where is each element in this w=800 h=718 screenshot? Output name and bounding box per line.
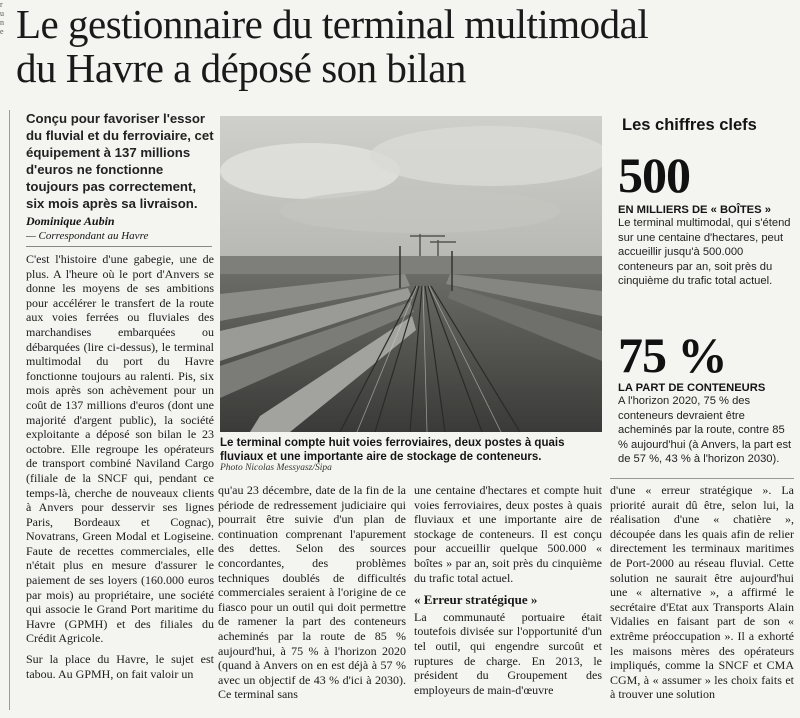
headline-line-2: du Havre a déposé son bilan xyxy=(16,45,466,91)
paragraph: La communauté portuaire était toutefois divisée sur l'opportunité d'un tel outil, qui engendre surcoût et ruptures de charge. En 2013, le président du Groupement des employeurs de main-d'œuvre xyxy=(414,609,602,697)
photo-credit: Photo Nicolas Messyasz/Sipa xyxy=(220,463,332,473)
key-figure-text: A l'horizon 2020, 75 % des conteneurs devraient être acheminés par la route, contre 85 % aujourd'hui (à Anvers, la part est de 57 %, 43 % à l'horizon 2030). xyxy=(618,395,792,465)
photo-caption: Le terminal compte huit voies ferroviaires, deux postes à quais fluviaux et une importante aire de stockage de conteneurs. xyxy=(220,437,565,463)
key-figure-1 xyxy=(618,147,794,289)
key-figure-label: EN MILLIERS DE « BOÎTES » xyxy=(618,204,771,216)
column-rule xyxy=(9,110,10,710)
article-column-4 xyxy=(610,483,794,702)
author-name: Dominique Aubin xyxy=(26,214,115,228)
author-role: — Correspondant au Havre xyxy=(26,230,149,242)
byline-divider xyxy=(26,246,212,247)
article-column-2 xyxy=(218,483,406,702)
headline xyxy=(16,2,796,90)
paragraph: C'est l'histoire d'une gabegie, une de plus. A l'heure où le port d'Anvers se donne les moyens de ses ambitions pour accélérer le transfert de la route aux voies ferrées ou fluviales des marchandises embarquées ou débarquées (lire ci-dessus), le terminal multimodal du port du Havre fonctionne toujours au ralenti. Pis, six mois après son achèvement pour un coût de 137 millions d'euros (dont une majorité d'argent public), la société exploitante a déposé son bilan le 23 octobre. Elle regroupe les opérateurs de transport combiné Naviland Cargo (filiale de la SNCF qui, pendant ce temps-là, cherche de nouveaux clients à Anvers pour desservir ses lignes Paris, Bordeaux et Cognac), Novatrans, Green Modal et Logiseine. Faute de recettes commerciales, elle n'était plus en mesure d'assurer le paiement de ses loyers (160.000 euros par mois) au propriétaire, une société qui associe le Grand Port maritime du Havre (GPMH) et des filiales du Crédit Agricole. xyxy=(26,252,214,646)
paragraph: d'une « erreur stratégique ». La priorité aurait dû être, selon lui, la réalisation d'une « chatière », découpée dans les quais afin de relier directement les terminaux maritimes de Port-2000 au réseau fluvial. Cette solution ne saurait être aujourd'hui une « alternative », a affirmé le secrétaire d'Etat aux Transports Alain Vidalies en faisant part de son « extrême préoccupation ». Il a exhorté les maisons mères des opérateurs impliqués, comme la SNCF et CMA CGM, à « assumer » les choix faits et à trouver une solution xyxy=(610,483,794,702)
margin-fragment: r u n e xyxy=(0,0,4,36)
section-subhead: « Erreur stratégique » xyxy=(414,592,538,608)
key-figure-2 xyxy=(618,327,794,467)
terminal-photo xyxy=(220,116,602,432)
key-figure-number: 75 % xyxy=(618,327,727,383)
key-figure-text: Le terminal multimodal, qui s'étend sur une centaine d'hectares, peut accueillir jusqu'à 500.000 conteneurs par an, soit près du cinquième du trafic total actuel. xyxy=(618,217,791,287)
key-figure-number: 500 xyxy=(618,147,690,203)
article-column-3 xyxy=(414,483,602,697)
rail-yard-illustration xyxy=(220,116,602,432)
paragraph: Sur la place du Havre, le sujet est tabou. Au GPMH, on fait valoir un xyxy=(26,652,214,681)
article-column-1 xyxy=(26,252,214,681)
paragraph: qu'au 23 décembre, date de la fin de la période de redressement judiciaire qui pourrait être suivie d'un plan de continuation comprenant l'apurement des dettes. Selon des sources concordantes, des problèmes techniques doublés de difficultés commerciales seraient à l'origine de ce fiasco pour un outil qui doit permettre de ramener la part des conteneurs acheminés par la route de 85 % aujourd'hui, à 75 % à l'horizon 2020 (quand à Anvers on en est déjà à 57 % avec un objectif de 43 % d'ici à 2030). Ce terminal sans xyxy=(218,483,406,702)
sidebar-divider xyxy=(610,478,794,479)
headline-line-1: Le gestionnaire du terminal multimodal xyxy=(16,1,649,47)
paragraph: une centaine d'hectares et compte huit voies ferroviaires, deux postes à quais fluviaux et une importante aire de stockage de conteneurs. Il est conçu pour accueillir quelque 500.000 « boîtes » par an, soit près du cinquième du trafic total actuel. xyxy=(414,483,602,585)
key-figure-label: LA PART DE CONTENEURS xyxy=(618,382,766,394)
lead-paragraph: Conçu pour favoriser l'essor du fluvial et du ferroviaire, cet équipement à 137 millions d'euros ne fonctionne toujours pas correctement, six mois après sa livraison. xyxy=(26,111,214,211)
sidebar-title: Les chiffres clefs xyxy=(622,116,757,134)
